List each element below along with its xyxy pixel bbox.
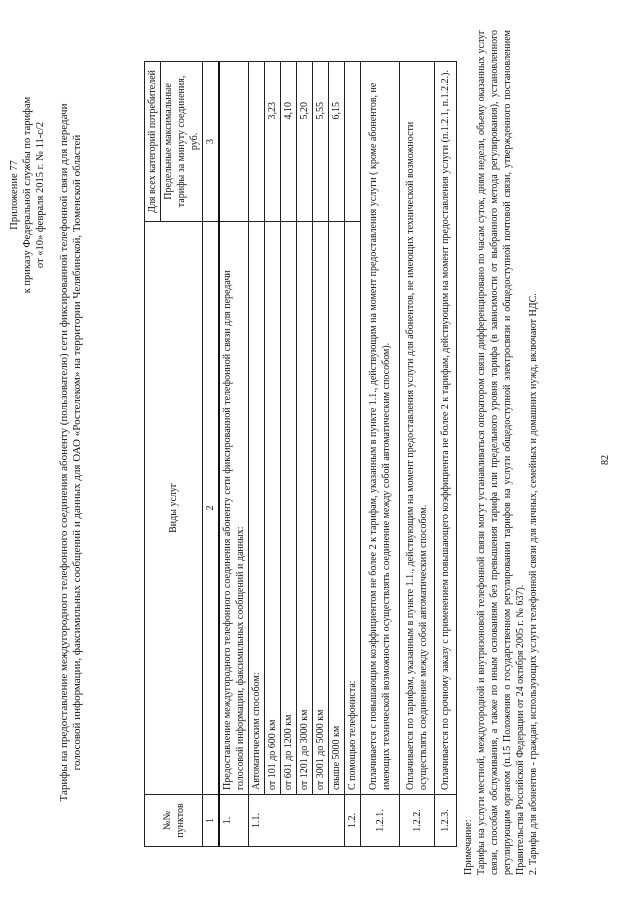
table-row	[281, 62, 297, 847]
table-row	[329, 62, 345, 847]
table-row	[219, 62, 249, 847]
col-service-header: Виды услуг	[145, 221, 203, 794]
row-number: 1.1.	[249, 795, 345, 847]
row-price: 6,15	[329, 62, 345, 222]
note-section	[462, 30, 540, 875]
note-heading: Примечание:	[463, 819, 474, 875]
note-paragraph-2: 2. Тарифы для абонентов - граждан, использующих услуги телефонной связи для личных, семейных и домашних нужд, включают НДС.	[528, 293, 539, 875]
row-service: Оплачивается с повышающим коэффициентом не более 2 к тарифам, указанным в пункте 1.1., действующим на момент предоставления услуги ( кроме абонентов, не имеющих технической возможности осуществлять соединение между собой автоматическим способом).	[361, 62, 400, 795]
document-title	[58, 30, 84, 875]
table-row	[265, 62, 281, 847]
page-number: 82	[600, 455, 611, 465]
appendix-number: Приложение 77	[9, 160, 20, 230]
row-service: от 101 до 600 км	[265, 221, 281, 794]
row-service: от 601 до 1200 км	[281, 221, 297, 794]
order-date: от «10» февраля 2015 г. № 11-с/2	[35, 121, 46, 269]
row-price: 5,55	[313, 62, 329, 222]
row-service: Оплачивается по тарифам, указанным в пункте 1.1., действующим на момент предоставления услуги для абонентов, не имеющих технической возможности осуществлять соединение между собой автоматическим способом.	[400, 62, 435, 795]
row-number: 1.2.3.	[435, 795, 457, 847]
row-price	[249, 62, 265, 222]
table-row	[435, 62, 457, 847]
row-service: свыше 5000 км	[329, 221, 345, 794]
col-price-header: Предельные максимальные тарифы за минуту соединения, руб.	[161, 62, 203, 222]
appendix-header	[8, 45, 47, 345]
row-number: 1.2.1.	[361, 795, 400, 847]
col-index: 2	[203, 221, 220, 794]
row-service: Автоматическим способом:	[249, 221, 265, 794]
tariff-table	[144, 61, 457, 847]
table-row	[297, 62, 313, 847]
row-price: 4,10	[281, 62, 297, 222]
row-service: Предоставление междугородного телефонного соединения абоненту сети фиксированной телефонной связи для передачи голосовой информации, факсимильных сообщений и данных:	[219, 221, 249, 794]
table-row	[361, 62, 400, 847]
table-row	[400, 62, 435, 847]
title-line-1: Тарифы на предоставление междугородного телефонного соединения абоненту (пользователю) сети фиксированной телефонной связи для передачи	[58, 103, 70, 802]
row-price: 3,23	[265, 62, 281, 222]
table-row	[313, 62, 329, 847]
row-service: Оплачивается по срочному заказу с применением повышающего коэффициента не более 2 к тарифам, действующим на момент предоставления услуги (п.1.2.1, п.1.2.2.).	[435, 62, 457, 795]
row-price: 5,20	[297, 62, 313, 222]
col-index: 1	[203, 795, 220, 847]
row-price	[219, 62, 249, 222]
table-row	[345, 62, 361, 847]
row-number: 1.2.	[345, 795, 361, 847]
order-reference: к приказу Федеральной службы по тарифам	[22, 96, 33, 294]
col-index: 3	[203, 62, 220, 222]
col-group-header: Для всех категорий потребителей	[145, 62, 161, 222]
table-row	[249, 62, 265, 847]
row-price	[345, 62, 361, 222]
row-number: 1.	[219, 795, 249, 847]
row-number: 1.2.2.	[400, 795, 435, 847]
row-service: от 3001 до 5000 км	[313, 221, 329, 794]
col-number-header: №№ пунктов	[145, 795, 203, 847]
row-service: от 1201 до 3000 км	[297, 221, 313, 794]
note-paragraph-1: Тарифы на услуги местной, междугородной и внутризоновой телефонной связи могут устанавливаться оператором связи дифференцировано по часам суток, дням недели, объему оказанных услуг связи, способам обслуживания, а также по иным основаниям без превышения тарифа или предельного уровня тарифа (в зависимости от выбранного метода регулирования), установленного регулирующим органом (п.15 Положения о государственном регулировании тарифов на услуги общедоступной электросвязи и общедоступной почтовой связи, утвержденного постановлением Правительства Российской Федерации от 24 октября 2005 г. № 637).	[476, 30, 526, 875]
title-line-2: голосовой информации, факсимильных сообщений и данных для ОАО «Ростелеком» на территории Челябинской, Тюменской областей	[71, 134, 83, 771]
row-service: С помощью телефониста:	[345, 221, 361, 794]
